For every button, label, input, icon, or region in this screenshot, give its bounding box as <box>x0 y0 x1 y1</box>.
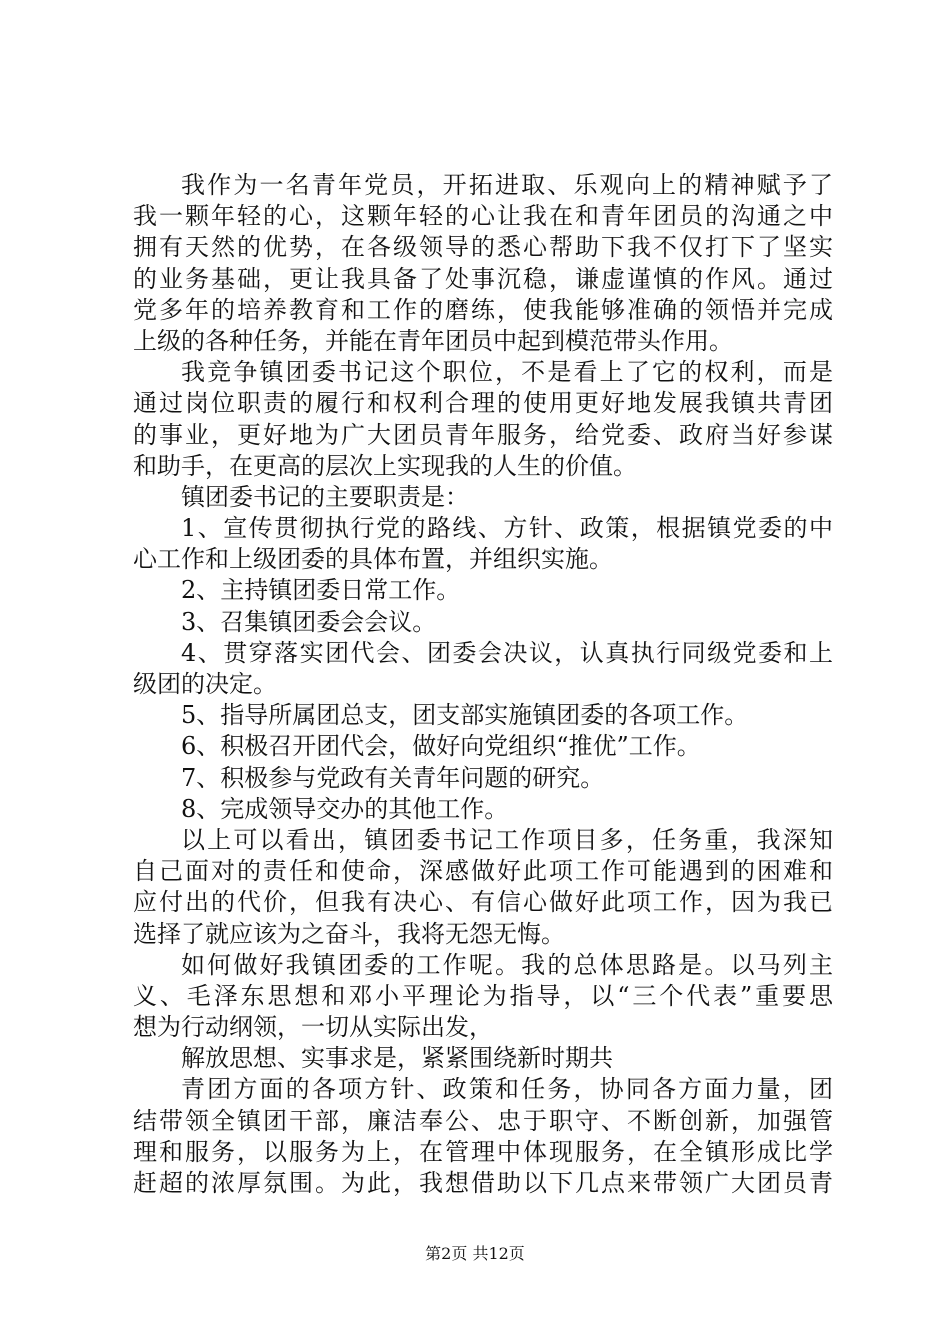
text-line: 4、贯穿落实团代会、团委会决议，认真执行同级党委和上 <box>181 638 833 667</box>
text-line: 解放思想、实事求是，紧紧围绕新时期共 <box>181 1044 613 1073</box>
text-line: 如何做好我镇团委的工作呢。我的总体思路是。以马列主 <box>181 950 833 979</box>
text-line: 我一颗年轻的心，这颗年轻的心让我在和青年团员的沟通之中 <box>133 202 833 231</box>
text-line: 6、积极召开团代会，做好向党组织“推优”工作。 <box>181 732 701 761</box>
text-line: 级团的决定。 <box>133 670 277 698</box>
text-line: 党多年的培养教育和工作的磨练，使我能够准确的领悟并完成 <box>133 295 833 324</box>
text-line: 5、指导所属团总支，团支部实施镇团委的各项工作。 <box>181 701 749 730</box>
text-line: 心工作和上级团委的具体布置，并组织实施。 <box>133 545 613 574</box>
text-line: 镇团委书记的主要职责是： <box>181 482 469 511</box>
text-line: 和助手，在更高的层次上实现我的人生的价值。 <box>133 451 637 480</box>
text-line: 自己面对的责任和使命，深感做好此项工作可能遇到的困难和 <box>133 857 833 886</box>
text-line: 理和服务，以服务为上，在管理中体现服务，在全镇形成比学 <box>133 1137 833 1166</box>
text-line: 7、积极参与党政有关青年问题的研究。 <box>181 763 605 792</box>
text-line: 的业务基础，更让我具备了处事沉稳，谦虚谨慎的作风。通过 <box>133 264 833 293</box>
text-line: 以上可以看出，镇团委书记工作项目多，任务重，我深知 <box>181 825 833 854</box>
text-line: 选择了就应该为之奋斗，我将无怨无悔。 <box>133 919 565 948</box>
page-footer: 第2页 共12页 <box>425 1244 525 1263</box>
text-line: 想为行动纲领，一切从实际出发， <box>133 1013 493 1042</box>
text-line: 青团方面的各项方针、政策和任务，协同各方面力量，团 <box>181 1075 833 1104</box>
text-line: 我竞争镇团委书记这个职位，不是看上了它的权利，而是 <box>181 358 833 387</box>
text-line: 的事业，更好地为广大团员青年服务，给党委、政府当好参谋 <box>133 420 833 449</box>
body-text <box>133 170 833 1199</box>
text-line: 上级的各种任务，并能在青年团员中起到模范带头作用。 <box>133 326 733 355</box>
text-line: 义、毛泽东思想和邓小平理论为指导，以“三个代表”重要思 <box>133 981 833 1010</box>
text-line: 我作为一名青年党员，开拓进取、乐观向上的精神赋予了 <box>181 171 833 199</box>
text-line: 应付出的代价，但我有决心、有信心做好此项工作，因为我已 <box>133 888 833 917</box>
text-line: 1、宣传贯彻执行党的路线、方针、政策，根据镇党委的中 <box>181 514 833 543</box>
text-line: 通过岗位职责的履行和权利合理的使用更好地发展我镇共青团 <box>133 389 833 418</box>
text-line: 8、完成领导交办的其他工作。 <box>181 794 509 823</box>
text-line: 2、主持镇团委日常工作。 <box>181 576 461 605</box>
text-line: 3、召集镇团委会会议。 <box>181 607 437 636</box>
text-line: 结带领全镇团干部，廉洁奉公、忠于职守、不断创新，加强管 <box>133 1106 833 1135</box>
text-line: 赶超的浓厚氛围。为此，我想借助以下几点来带领广大团员青 <box>133 1169 833 1197</box>
text-line: 拥有天然的优势，在各级领导的悉心帮助下我不仅打下了坚实 <box>133 233 833 262</box>
